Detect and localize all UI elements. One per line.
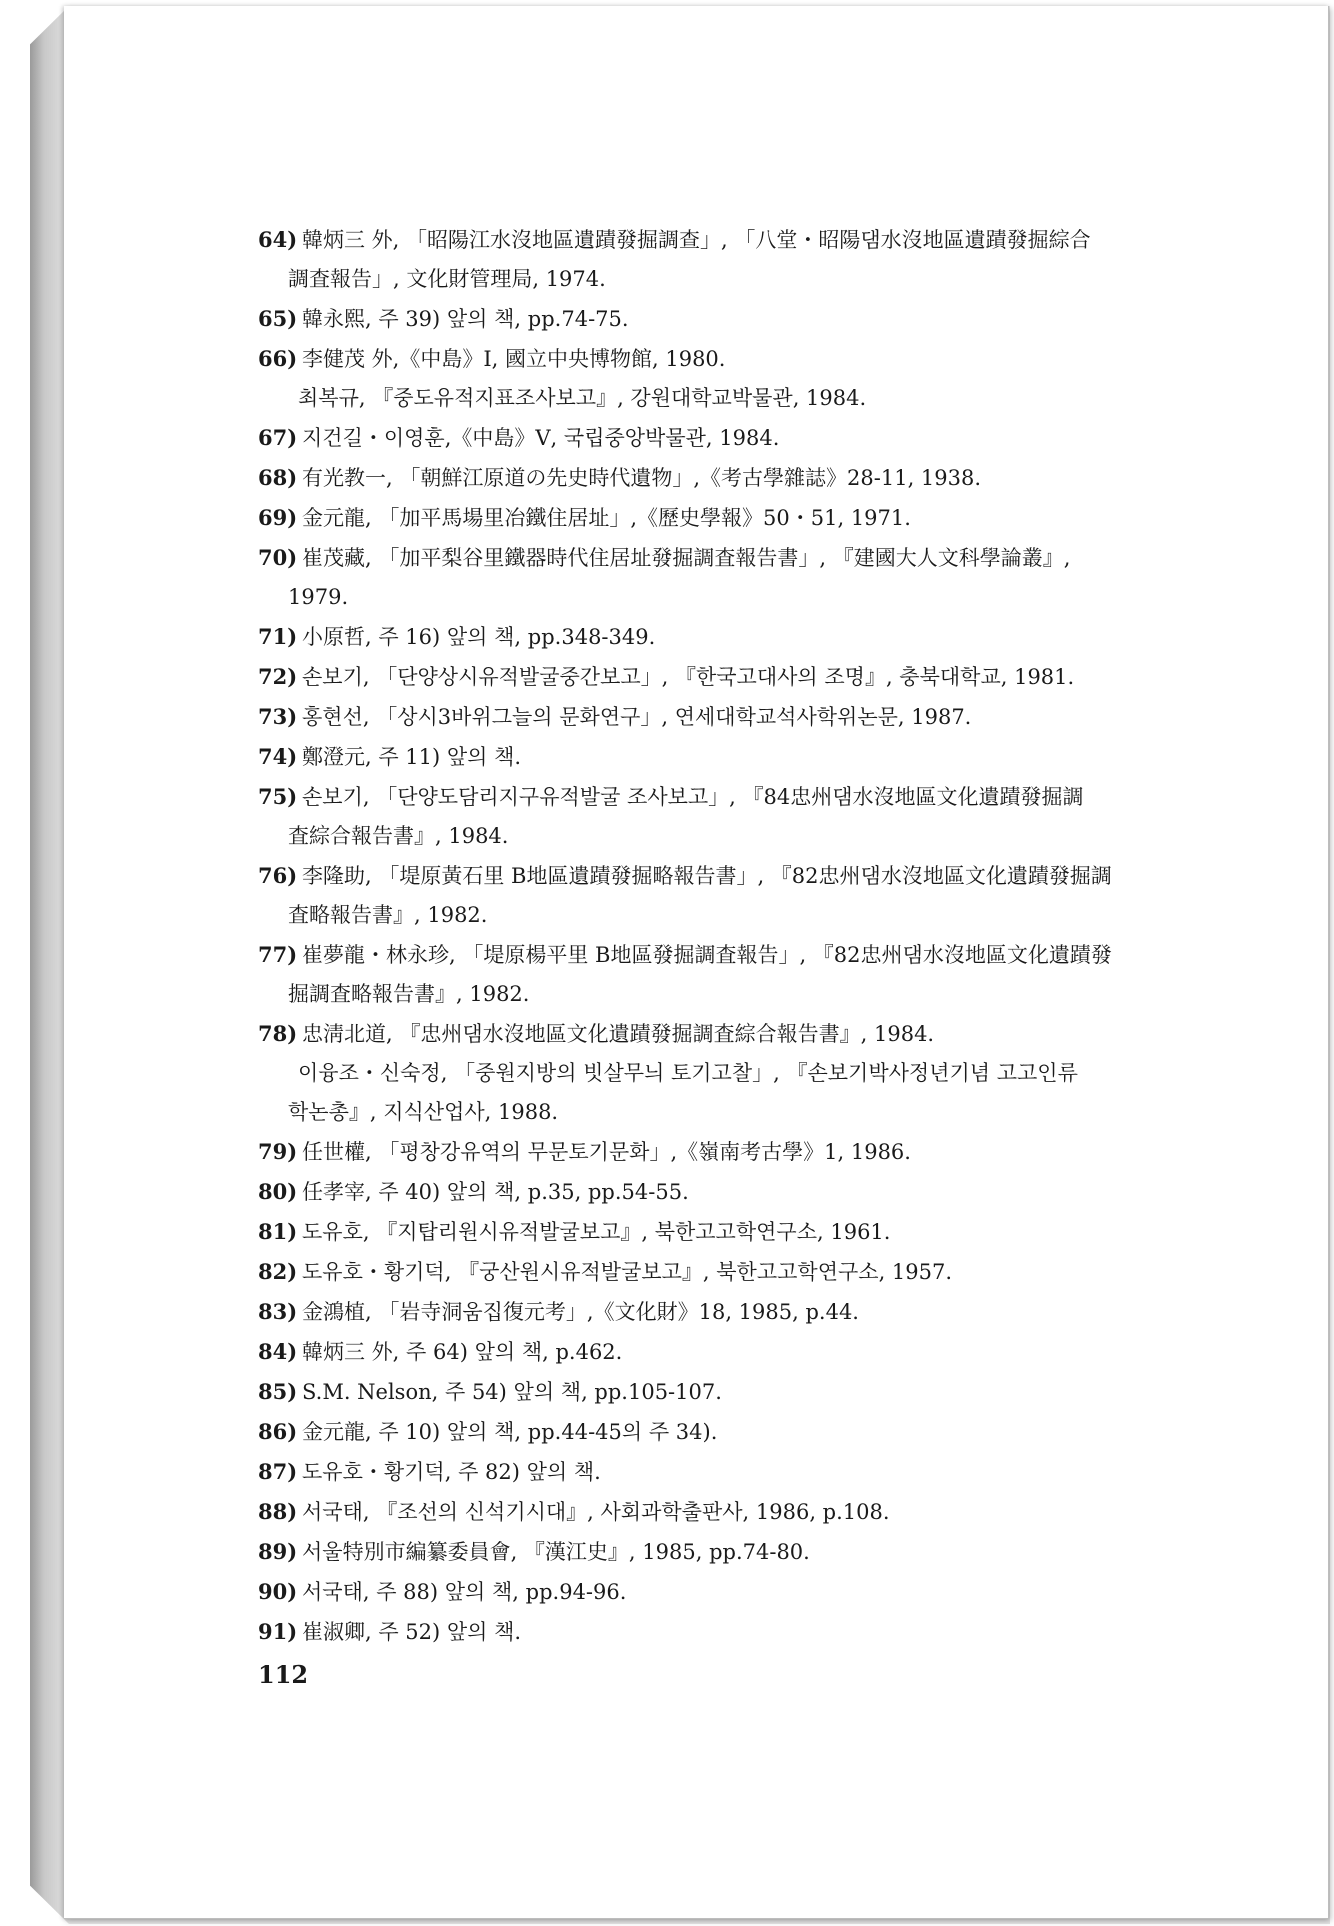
reference-entry-continuation [258, 379, 1188, 418]
reference-text: 崔淑卿, 주 52) 앞의 책. [302, 1620, 522, 1644]
reference-entry [258, 299, 1188, 339]
reference-entry [258, 498, 1188, 538]
reference-entry-continuation [258, 896, 1188, 935]
reference-text: 학논총』, 지식산업사, 1988. [288, 1100, 559, 1124]
reference-text: 査略報告書』, 1982. [288, 903, 488, 927]
reference-text: 도유호・황기덕, 『궁산원시유적발굴보고』, 북한고고학연구소, 1957. [302, 1260, 953, 1284]
reference-list [258, 220, 1188, 1652]
reference-entry [258, 935, 1188, 975]
reference-entry [258, 1014, 1188, 1054]
reference-entry [258, 418, 1188, 458]
reference-text: 任世權, 「평창강유역의 무문토기문화」,《嶺南考古學》1, 1986. [302, 1140, 911, 1164]
reference-number: 77) [258, 942, 298, 967]
reference-text: 최복규, 『중도유적지표조사보고』, 강원대학교박물관, 1984. [298, 386, 867, 410]
reference-number: 71) [258, 624, 298, 649]
reference-text: 査綜合報告書』, 1984. [288, 824, 509, 848]
reference-text: 忠淸北道, 『忠州댐水沒地區文化遺蹟發掘調査綜合報告書』, 1984. [302, 1022, 935, 1046]
reference-number: 70) [258, 545, 298, 570]
page-number: 112 [258, 1660, 309, 1689]
reference-entry [258, 1452, 1188, 1492]
reference-text: 韓炳三 外, 「昭陽江水沒地區遺蹟發掘調查」, 「八堂・昭陽댐水沒地區遺蹟發掘綜合 [302, 228, 1091, 252]
reference-text: 손보기, 「단양도담리지구유적발굴 조사보고」, 『84忠州댐水沒地區文化遺蹟發掘調 [302, 785, 1084, 809]
reference-text: 李健茂 外,《中島》Ⅰ, 國立中央博物館, 1980. [302, 347, 726, 371]
reference-text: 金元龍, 「加平馬場里冶鐵住居址」,《歷史學報》50・51, 1971. [302, 506, 911, 530]
reference-text: 掘調査略報告書』, 1982. [288, 982, 530, 1006]
reference-entry [258, 617, 1188, 657]
reference-number: 87) [258, 1459, 298, 1484]
reference-entry-continuation [258, 975, 1188, 1014]
reference-text: 손보기, 「단양상시유적발굴중간보고」, 『한국고대사의 조명』, 충북대학교, 1981. [302, 665, 1075, 689]
reference-text: S.M. Nelson, 주 54) 앞의 책, pp.105-107. [302, 1380, 722, 1404]
reference-entry-continuation [258, 260, 1188, 299]
reference-entry [258, 220, 1188, 260]
reference-entry [258, 1132, 1188, 1172]
reference-text: 金鴻植, 「岩寺洞움집復元考」,《文化財》18, 1985, p.44. [302, 1300, 859, 1324]
reference-number: 68) [258, 465, 298, 490]
reference-entry-continuation [258, 817, 1188, 856]
reference-entry [258, 1292, 1188, 1332]
reference-number: 75) [258, 784, 298, 809]
reference-text: 韓永熙, 주 39) 앞의 책, pp.74-75. [302, 307, 629, 331]
reference-entry [258, 1372, 1188, 1412]
reference-entry [258, 697, 1188, 737]
reference-number: 69) [258, 505, 298, 530]
reference-number: 90) [258, 1579, 298, 1604]
reference-text: 調査報告」, 文化財管理局, 1974. [288, 267, 606, 291]
reference-text: 서울特別市編纂委員會, 『漢江史』, 1985, pp.74-80. [302, 1540, 810, 1564]
reference-entry-continuation [258, 1093, 1188, 1132]
reference-entry [258, 458, 1188, 498]
reference-text: 서국태, 『조선의 신석기시대』, 사회과학출판사, 1986, p.108. [302, 1500, 890, 1524]
reference-number: 72) [258, 664, 298, 689]
reference-text: 이융조・신숙정, 「중원지방의 빗살무늬 토기고찰」, 『손보기박사정년기념 고고인류 [298, 1061, 1078, 1085]
reference-number: 80) [258, 1179, 298, 1204]
reference-entry [258, 1532, 1188, 1572]
reference-text: 崔夢龍・林永珍, 「堤原楊平里 B地區發掘調査報告」, 『82忠州댐水沒地區文化遺蹟發 [302, 943, 1112, 967]
reference-text: 홍현선, 「상시3바위그늘의 문화연구」, 연세대학교석사학위논문, 1987. [302, 705, 972, 729]
reference-text: 李隆助, 「堤原黃石里 B地區遺蹟發掘略報告書」, 『82忠州댐水沒地區文化遺蹟發掘調 [302, 864, 1112, 888]
reference-entry [258, 538, 1188, 578]
reference-text: 任孝宰, 주 40) 앞의 책, p.35, pp.54-55. [302, 1180, 689, 1204]
reference-entry [258, 1212, 1188, 1252]
reference-number: 83) [258, 1299, 298, 1324]
reference-number: 64) [258, 227, 298, 252]
reference-number: 66) [258, 346, 298, 371]
reference-entry [258, 856, 1188, 896]
reference-text: 崔茂藏, 「加平梨谷里鐵器時代住居址發掘調査報告書」, 『建國大人文科學論叢』, [302, 546, 1071, 570]
reference-text: 金元龍, 주 10) 앞의 책, pp.44-45의 주 34). [302, 1420, 718, 1444]
reference-text: 鄭澄元, 주 11) 앞의 책. [302, 745, 522, 769]
reference-number: 67) [258, 425, 298, 450]
reference-entry [258, 1412, 1188, 1452]
reference-text: 1979. [288, 585, 349, 609]
reference-number: 78) [258, 1021, 298, 1046]
reference-text: 도유호, 『지탑리원시유적발굴보고』, 북한고고학연구소, 1961. [302, 1220, 891, 1244]
reference-number: 89) [258, 1539, 298, 1564]
reference-number: 85) [258, 1379, 298, 1404]
reference-number: 74) [258, 744, 298, 769]
reference-text: 도유호・황기덕, 주 82) 앞의 책. [302, 1460, 601, 1484]
reference-entry [258, 1332, 1188, 1372]
reference-number: 86) [258, 1419, 298, 1444]
reference-number: 82) [258, 1259, 298, 1284]
reference-number: 79) [258, 1139, 298, 1164]
reference-entry [258, 1492, 1188, 1532]
reference-entry [258, 777, 1188, 817]
reference-text: 韓炳三 外, 주 64) 앞의 책, p.462. [302, 1340, 623, 1364]
reference-text: 小原哲, 주 16) 앞의 책, pp.348-349. [302, 625, 656, 649]
reference-number: 81) [258, 1219, 298, 1244]
reference-number: 91) [258, 1619, 298, 1644]
reference-entry-continuation [258, 578, 1188, 617]
reference-text: 有光教一, 「朝鮮江原道の先史時代遺物」,《考古學雜誌》28-11, 1938. [302, 466, 982, 490]
reference-entry [258, 1572, 1188, 1612]
reference-entry [258, 737, 1188, 777]
reference-number: 84) [258, 1339, 298, 1364]
reference-number: 88) [258, 1499, 298, 1524]
reference-entry [258, 1612, 1188, 1652]
reference-text: 서국태, 주 88) 앞의 책, pp.94-96. [302, 1580, 627, 1604]
reference-number: 65) [258, 306, 298, 331]
reference-entry [258, 1172, 1188, 1212]
reference-entry [258, 1252, 1188, 1292]
reference-entry [258, 339, 1188, 379]
reference-entry [258, 657, 1188, 697]
reference-text: 지건길・이영훈,《中島》Ⅴ, 국립중앙박물관, 1984. [302, 426, 780, 450]
reference-number: 76) [258, 863, 298, 888]
reference-entry-continuation [258, 1054, 1188, 1093]
reference-number: 73) [258, 704, 298, 729]
